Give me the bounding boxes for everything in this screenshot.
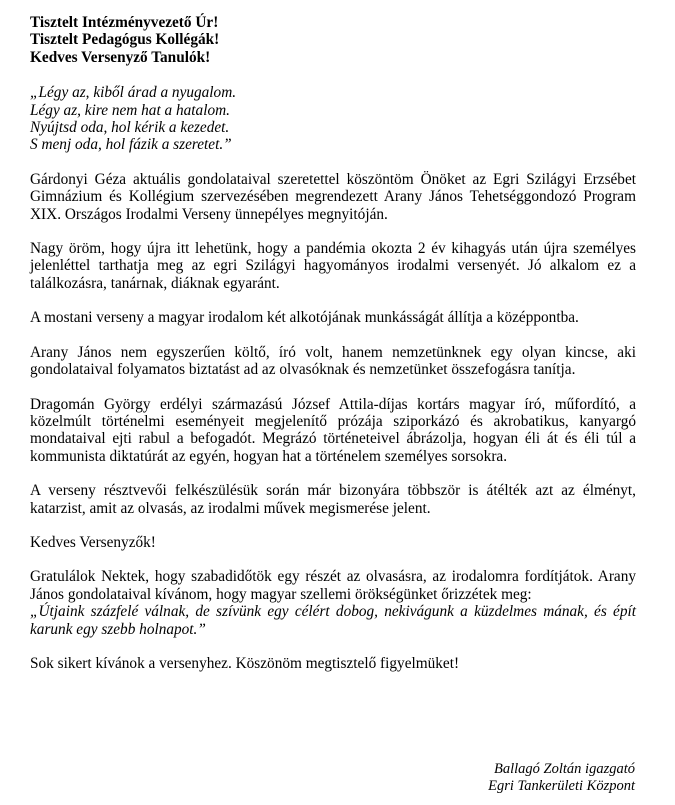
- intro-paragraph: Gárdonyi Géza aktuális gondolataival szeretettel köszöntöm Önöket az Egri Szilágyi Erzsébet Gimnázium és Kollégium szervezésében megrendezett Arany János Tehetséggondozó Program XIX. Országos Irodalmi Verseny ünnepélyes megnyitóján.: [30, 170, 636, 223]
- quote-line: Nyújtsd oda, hol kérik a kezedet.: [30, 119, 230, 137]
- arany-quote: „Útjaink százfelé válnak, de szívünk egy célért dobog, nekivágunk a küzdelmes mának, és épít karunk egy szebb holnapot.”: [30, 603, 636, 638]
- experience-paragraph: A verseny résztvevői felkészülésük során már bizonyára többször is átélték azt az élményt, katarzist, amit az olvasás, az irodalmi művek megismerése jelent.: [30, 482, 636, 517]
- congrats-text: Gratulálok Nektek, hogy szabadidőtök egy részét az olvasásra, az irodalomra fordítjátok. Arany János gondolataival kívánom, hogy magyar szellemi örökségünket őrizzétek meg:: [30, 568, 636, 603]
- quote-line: „Légy az, kiből árad a nyugalom.: [30, 84, 237, 102]
- dragoman-paragraph: Dragomán György erdélyi származású József Attila-díjas kortárs magyar író, műfordító, a közelmúlt történelmi eseményeit megjelenítő prózája sziporkázó és akrobatikus, kanyargó mondataival ejti rabul a befogadót. Megrázó történeteivel ábrázolja, hogyan éli át és éli túl a kommunista diktatúrát az egyén, hogyan hat a történelem személyes sorsokra.: [30, 395, 636, 465]
- greeting-line: Tisztelt Pedagógus Kollégák!: [30, 31, 220, 49]
- signature-block: [488, 761, 635, 796]
- greeting-line: Kedves Versenyző Tanulók!: [30, 48, 211, 66]
- address-line: Kedves Versenyzők!: [30, 533, 156, 551]
- quote-line: S menj oda, hol fázik a szeretet.”: [30, 136, 232, 154]
- letter-body: [30, 14, 636, 672]
- arany-paragraph: Arany János nem egyszerűen költő, író volt, hanem nemzetünknek egy olyan kincse, aki gondolataival folyamatos biztatást ad az olvasóknak és nemzetünket összefogásra tanítja.: [30, 343, 636, 379]
- signature-organization: Egri Tankerületi Központ: [488, 778, 635, 795]
- greeting-block: [30, 14, 636, 66]
- greeting-line: Tisztelt Intézményvezető Úr!: [30, 14, 219, 31]
- joy-paragraph: Nagy öröm, hogy újra itt lehetünk, hogy a pandémia okozta 2 év kihagyás után újra személyes jelenléttel tarthatja meg az egri Szilágyi hagyományos irodalmi versenyét. Jó alkalom ez a találkozásra, tanárnak, diáknak egyaránt.: [30, 240, 636, 292]
- opening-quote: [30, 84, 636, 154]
- focus-paragraph: A mostani verseny a magyar irodalom két alkotójának munkásságát állítja a középpontba.: [30, 309, 579, 327]
- signature-name: Ballagó Zoltán igazgató: [494, 761, 635, 777]
- closing-paragraph: Sok sikert kívánok a versenyhez. Köszönöm megtisztelő figyelmüket!: [30, 654, 460, 672]
- quote-line: Légy az, kire nem hat a hatalom.: [30, 101, 230, 119]
- congrats-paragraph: [30, 568, 636, 638]
